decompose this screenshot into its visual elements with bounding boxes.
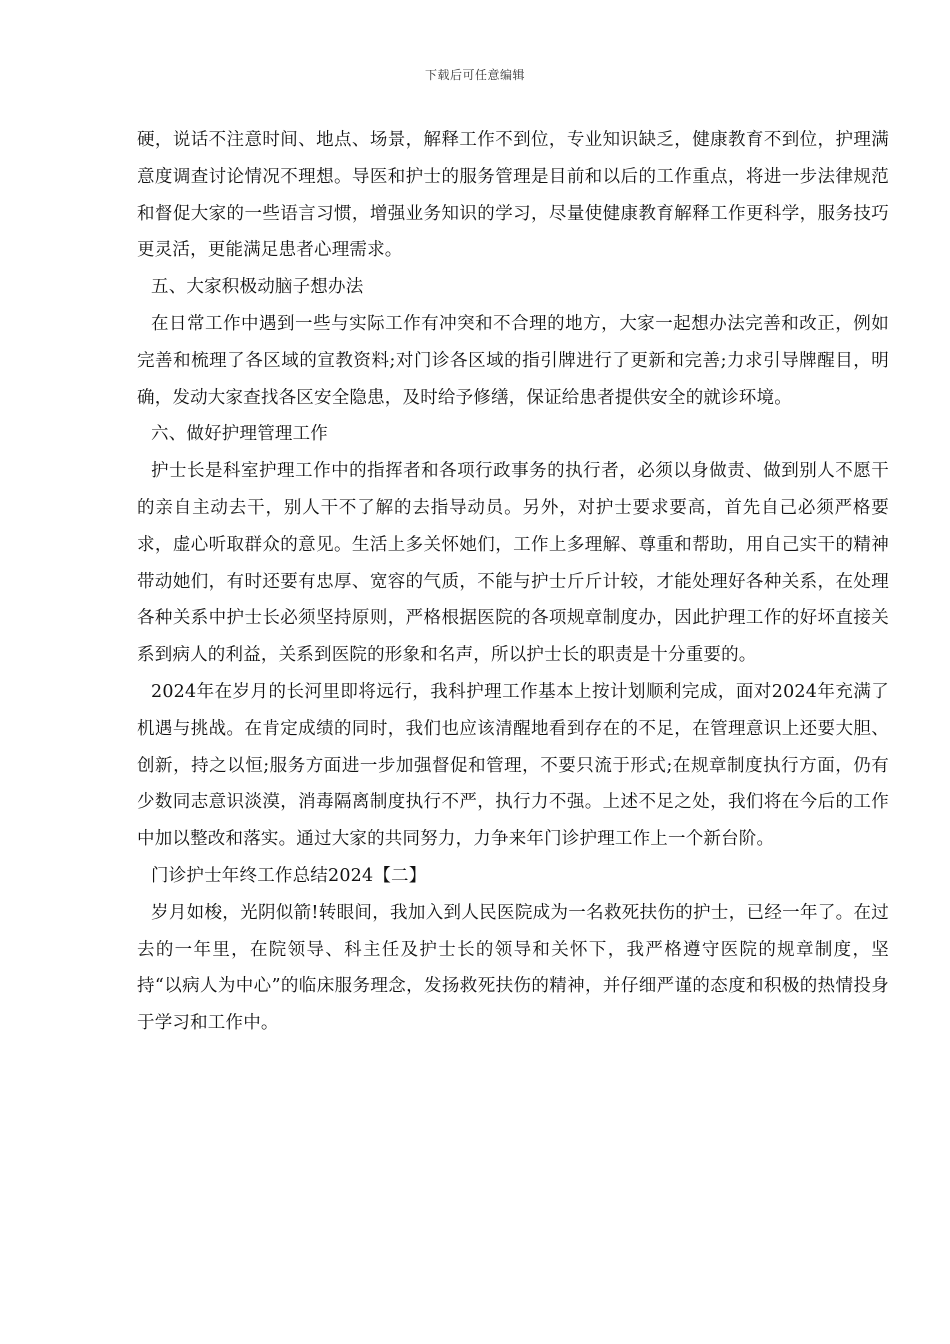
- section-heading-6: 六、做好护理管理工作: [151, 424, 328, 445]
- document-body: [137, 122, 889, 1042]
- paragraph-article-2-intro: 岁月如梭，光阴似箭!转眼间，我加入到人民医院成为一名救死扶伤的护士，已经一年了。在过去的一年里，在院领导、科主任及护士长的领导和关怀下，我严格遵守医院的规章制度，坚持“以病人为中心”的临床服务理念，发扬救死扶伤的精神，并仔细严谨的态度和积极的热情投身于学习和工作中。: [137, 902, 889, 1034]
- page-header: 下载后可任意编辑: [424, 68, 525, 82]
- paragraph-continued: 硬，说话不注意时间、地点、场景，解释工作不到位，专业知识缺乏，健康教育不到位，护理满意度调查讨论情况不理想。导医和护士的服务管理是目前和以后的工作重点，将进一步法律规范和督促大家的一些语言习惯，增强业务知识的学习，尽量使健康教育解释工作更科学，服务技巧更灵活，更能满足患者心理需求。: [137, 130, 889, 261]
- paragraph-section-6: 护士长是科室护理工作中的指挥者和各项行政事务的执行者，必须以身做责、做到别人不愿干的亲自主动去干，别人干不了解的去指导动员。另外，对护士要求要高，首先自己必须严格要求，虚心听取群众的意见。生活上多关怀她们，工作上多理解、尊重和帮助，用自己实干的精神带动她们，有时还要有忠厚、宽容的气质，不能与护士斤斤计较，才能处理好各种关系，在处理各种关系中护士长必须坚持原则，严格根据医院的各项规章制度办，因此护理工作的好坏直接关系到病人的利益，关系到医院的形象和名声，所以护士长的职责是十分重要的。: [137, 461, 889, 666]
- article-title-2: 门诊护士年终工作总结2024【二】: [151, 865, 427, 886]
- section-heading-5: 五、大家积极动脑子想办法: [151, 277, 364, 298]
- paragraph-section-5: 在日常工作中遇到一些与实际工作有冲突和不合理的地方，大家一起想办法完善和改正，例如完善和梳理了各区域的宣教资料;对门诊各区域的指引牌进行了更新和完善;力求引导牌醒目，明确，发动大家查找各区安全隐患，及时给予修缮，保证给患者提供安全的就诊环境。: [137, 313, 889, 408]
- paragraph-conclusion: 2024年在岁月的长河里即将远行，我科护理工作基本上按计划顺利完成，面对2024年充满了机遇与挑战。在肯定成绩的同时，我们也应该清醒地看到存在的不足，在管理意识上还要大胆、创新，持之以恒;服务方面进一步加强督促和管理，不要只流于形式;在规章制度执行方面，仍有少数同志意识淡漠，消毒隔离制度执行不严，执行力不强。上述不足之处，我们将在今后的工作中加以整改和落实。通过大家的共同努力，力争来年门诊护理工作上一个新台阶。: [137, 681, 889, 850]
